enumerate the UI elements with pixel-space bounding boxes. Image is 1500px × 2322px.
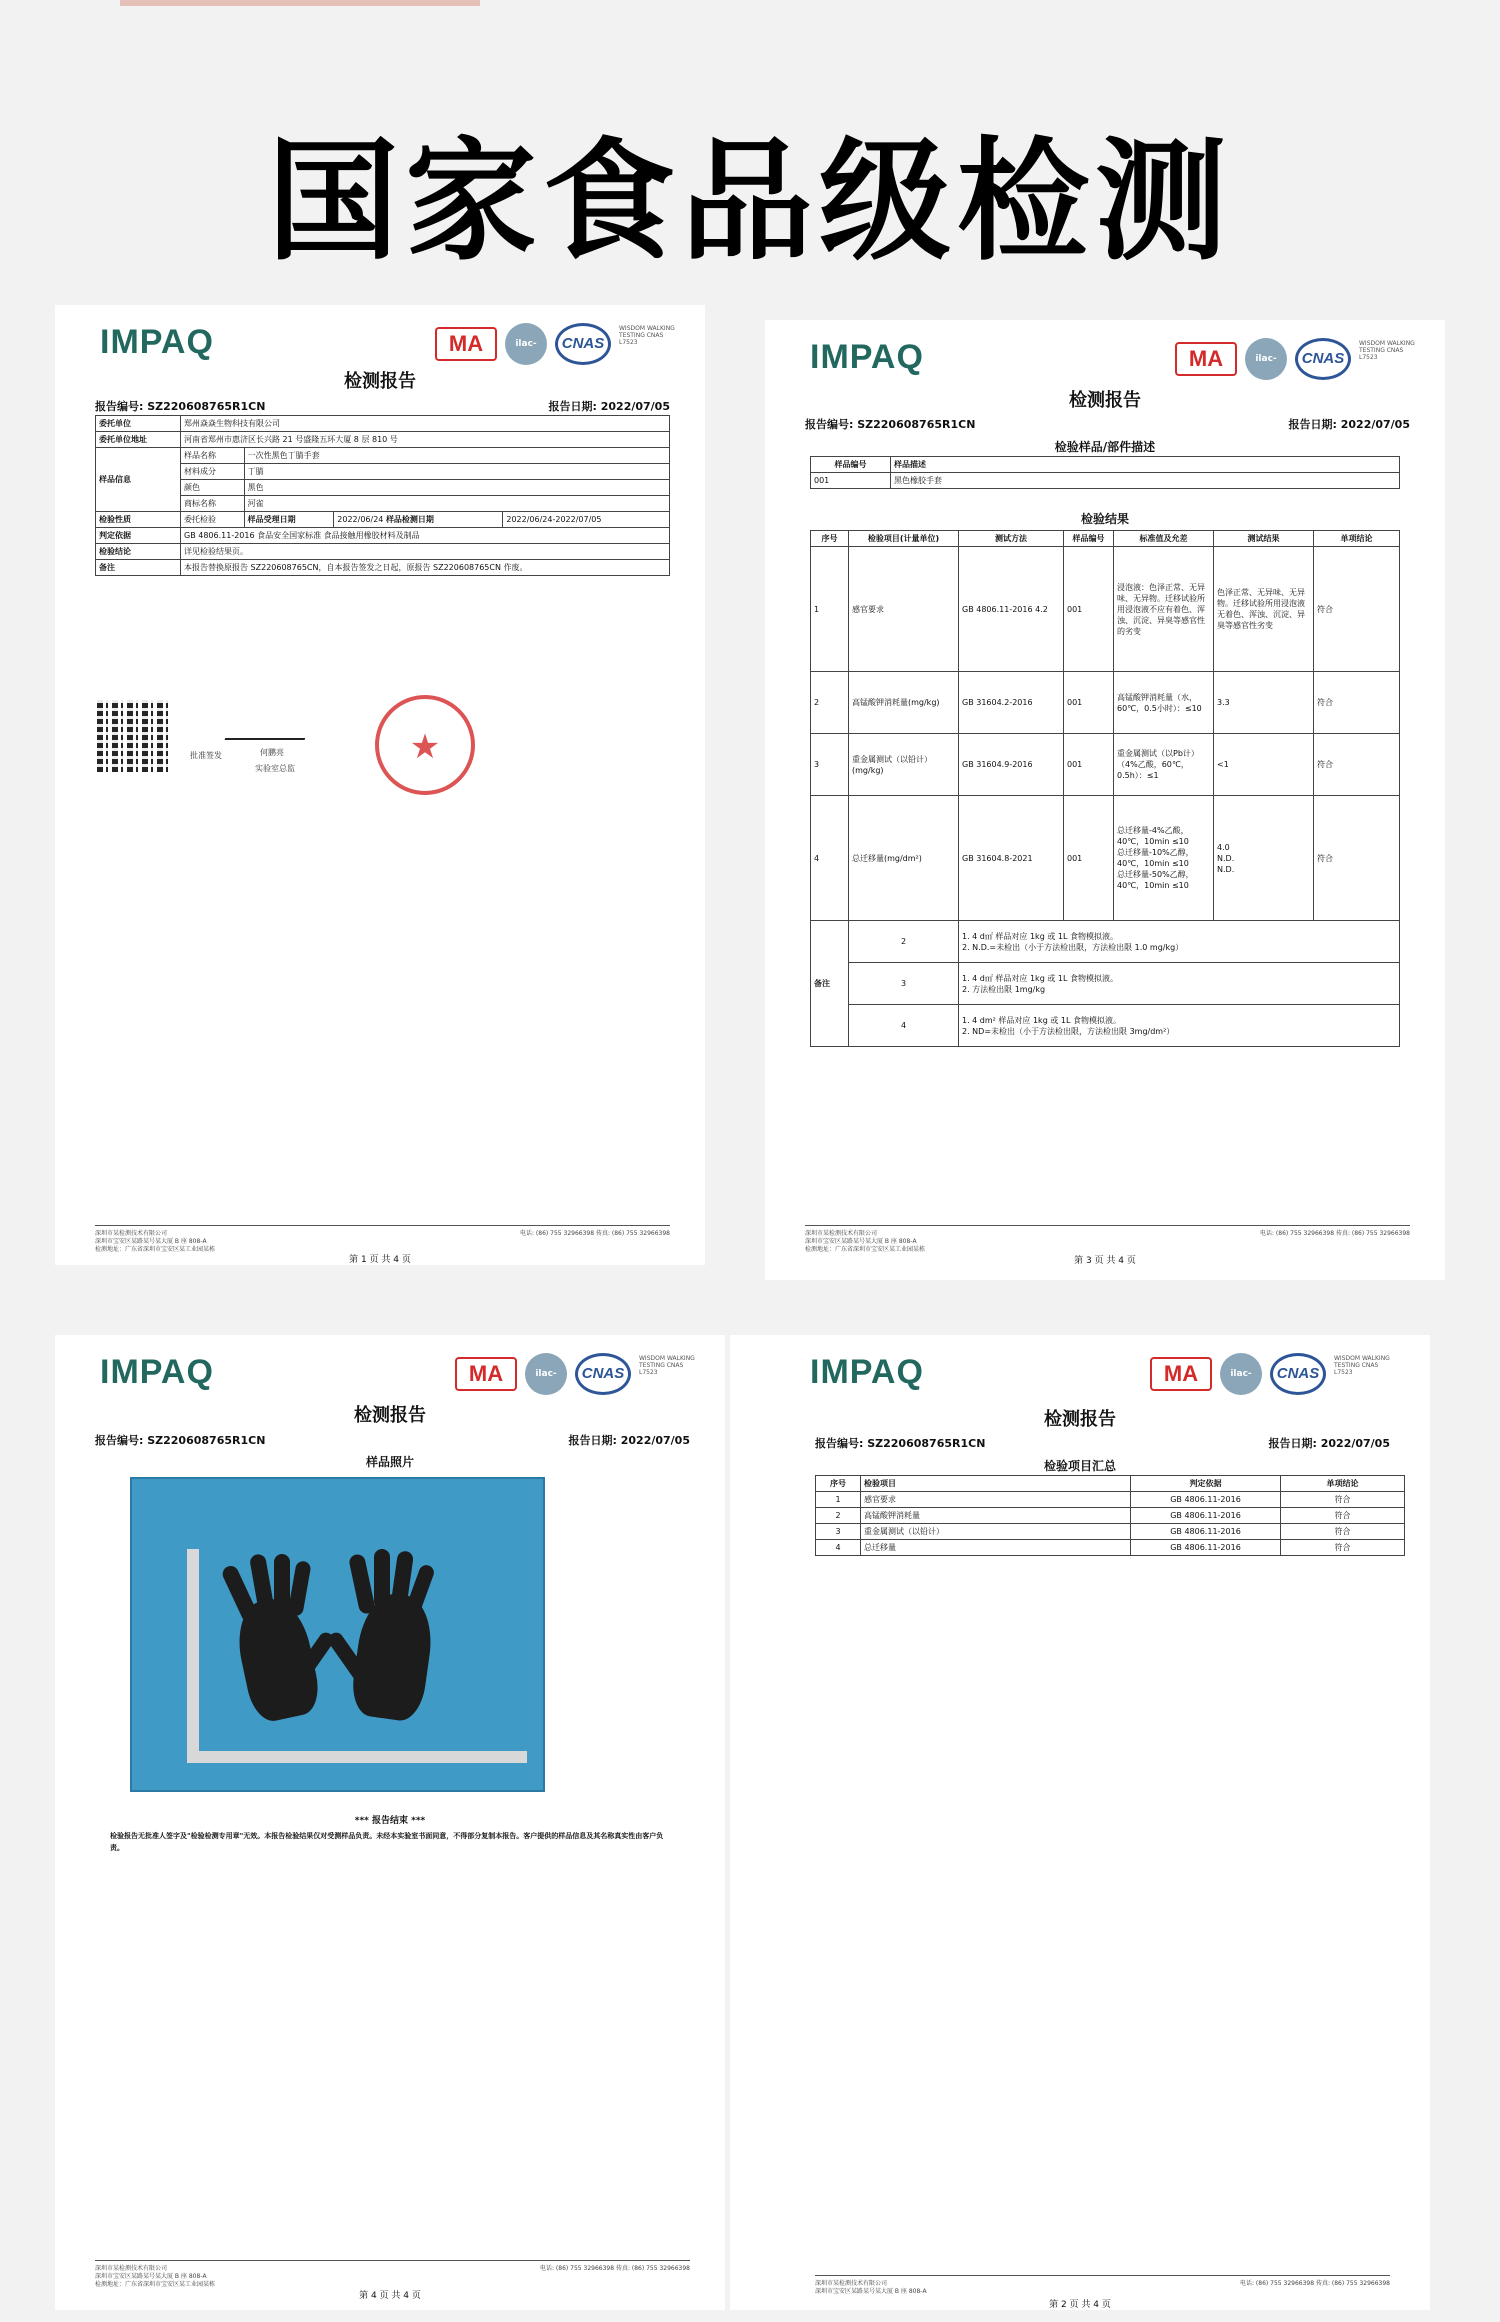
impaq-logo: IMPAQ xyxy=(100,1353,214,1391)
cnas-logo: CNAS xyxy=(555,323,611,365)
table-row: 备注 本报告替换原报告 SZ220608765CN，自本报告签发之日起，原报告 SZ220608765CN 作废。 xyxy=(96,560,670,576)
ilac-logo: ilac-MRA xyxy=(525,1353,567,1395)
report-meta xyxy=(95,398,670,414)
report-meta xyxy=(815,1435,1390,1451)
table-row: 材料成分 丁腈 xyxy=(96,464,670,480)
table-row: 1 感官要求 GB 4806.11-2016 符合 xyxy=(816,1492,1405,1508)
cma-logo: MA xyxy=(435,327,497,361)
page-number: 第 1 页 共 4 页 xyxy=(349,1255,411,1265)
ilac-logo: ilac-MRA xyxy=(505,323,547,365)
report-title: 检测报告 xyxy=(354,1405,426,1426)
table-row: 颜色 黑色 xyxy=(96,480,670,496)
page-number: 第 3 页 共 4 页 xyxy=(1074,1256,1136,1266)
page-headline: 国家食品级检测 xyxy=(267,125,1233,279)
table-row: 备注 2 1. 4 d㎡ 样品对应 1kg 或 1L 食物模拟液。 2. N.D.=未检出（小于方法检出限，方法检出限 1.0 mg/kg） xyxy=(811,921,1400,963)
report-page-2 xyxy=(730,1335,1430,2310)
ruler-vertical xyxy=(187,1549,199,1759)
report-number: 报告编号: SZ220608765R1CN xyxy=(95,400,266,413)
table-row: 3 重金属测试（以铅计）(mg/kg) GB 31604.9-2016 001 重金属测试（以Pb计）（4%乙酸，60℃，0.5h）：≤1 <1 符合 xyxy=(811,734,1400,796)
cert-logos xyxy=(435,323,675,391)
sample-table: 样品编号 样品描述 001 黑色橡胶手套 xyxy=(810,456,1400,489)
cnas-logo: CNAS xyxy=(1270,1353,1326,1395)
table-row: 3 1. 4 d㎡ 样品对应 1kg 或 1L 食物模拟液。 2. 方法检出限 1mg/kg xyxy=(811,963,1400,1005)
table-row: 检验结论 详见检验结果页。 xyxy=(96,544,670,560)
cma-logo: MA xyxy=(1150,1357,1212,1391)
top-accent-bar xyxy=(120,0,480,6)
ilac-logo: ilac-MRA xyxy=(1220,1353,1262,1395)
table-row: 4 总迁移量 GB 4806.11-2016 符合 xyxy=(816,1540,1405,1556)
approver-label: 批准签发 xyxy=(190,751,222,760)
cert-note: WISDOM WALKING TESTING CNAS L7523 xyxy=(639,1355,695,1376)
official-seal-stamp: ★ xyxy=(375,695,475,795)
cert-logos xyxy=(1150,1353,1390,1421)
impaq-logo: IMPAQ xyxy=(810,1353,924,1391)
table-row: 样品信息 样品名称 一次性黑色丁腈手套 xyxy=(96,448,670,464)
report-date: 报告日期: 2022/07/05 xyxy=(1268,1437,1390,1450)
table-row: 判定依据 GB 4806.11-2016 食品安全国家标准 食品接触用橡胶材料及制品 xyxy=(96,528,670,544)
photo-title: 样品照片 xyxy=(365,1455,414,1469)
table-row: 商标名称 河雀 xyxy=(96,496,670,512)
table-row: 4 1. 4 dm² 样品对应 1kg 或 1L 食物模拟液。 2. ND=未检出（小于方法检出限，方法检出限 3mg/dm²） xyxy=(811,1005,1400,1047)
cert-note: WISDOM WALKING TESTING CNAS L7523 xyxy=(619,325,675,346)
report-meta xyxy=(805,416,1410,432)
report-date: 报告日期: 2022/07/05 xyxy=(548,400,670,413)
table-row: 委托单位地址 河南省郑州市惠济区长兴路 21 号盛隆五环大厦 8 层 810 号 xyxy=(96,432,670,448)
report-number: 报告编号: SZ220608765R1CN xyxy=(815,1437,986,1450)
approver-title: 实验室总监 xyxy=(255,764,295,773)
report-title: 检测报告 xyxy=(1044,1409,1116,1430)
page-footer: 深圳市某检测技术有限公司 深圳市宝安区某路某号某大厦 B 座 808-A 检测地址：广东省深圳市宝安区某工业园某栋 电话: (86) 755 32966398 传真: (86) 755 32966398 xyxy=(805,1225,1410,1254)
table-row: 委托单位 郑州焱焱生物科技有限公司 xyxy=(96,416,670,432)
page-number: 第 4 页 共 4 页 xyxy=(359,2291,421,2301)
page-footer: 深圳市某检测技术有限公司 深圳市宝安区某路某号某大厦 B 座 808-A 检测地址：广东省深圳市宝安区某工业园某栋 电话: (86) 755 32966398 传真: (86) 755 32966398 xyxy=(95,2260,690,2289)
impaq-logo: IMPAQ xyxy=(810,338,924,376)
table-row: 检验性质 委托检验 样品受理日期 2022/06/24 样品检测日期 2022/06/24-2022/07/05 xyxy=(96,512,670,528)
cert-note: WISDOM WALKING TESTING CNAS L7523 xyxy=(1334,1355,1390,1376)
report-number: 报告编号: SZ220608765R1CN xyxy=(95,1434,266,1447)
sample-photo xyxy=(130,1477,545,1792)
table-row: 3 重金属测试（以铅计） GB 4806.11-2016 符合 xyxy=(816,1524,1405,1540)
table-row: 2 高锰酸钾消耗量 GB 4806.11-2016 符合 xyxy=(816,1508,1405,1524)
sample-section-title: 检验样品/部件描述 xyxy=(1054,440,1156,454)
cert-logos xyxy=(1175,338,1415,406)
cert-logos xyxy=(455,1353,695,1421)
summary-table: 序号 检验项目 判定依据 单项结论 1 感官要求 GB 4806.11-2016 符合 2 高锰酸钾消耗量 GB 4806.11-2016 符合 3 重金属测试（以铅计） GB 4806.11-2016 符合 4 总迁移量 GB 4806.11-2016 符合 xyxy=(815,1475,1405,1556)
disclaimer: 检验报告无批准人签字及"检验检测专用章"无效。本报告检验结果仅对受测样品负责。未经本实验室书面同意，不得部分复制本报告。客户提供的样品信息及其名称真实性由客户负责。 xyxy=(110,1832,664,1852)
impaq-logo: IMPAQ xyxy=(100,323,214,361)
ruler-horizontal xyxy=(187,1751,527,1763)
client-info-table xyxy=(95,415,670,576)
result-section-title: 检验结果 xyxy=(1080,512,1129,526)
table-row: 2 高锰酸钾消耗量(mg/kg) GB 31604.2-2016 001 高锰酸钾消耗量（水，60℃，0.5小时）：≤10 3.3 符合 xyxy=(811,672,1400,734)
report-number: 报告编号: SZ220608765R1CN xyxy=(805,418,976,431)
page-footer: 深圳市某检测技术有限公司 深圳市宝安区某路某号某大厦 B 座 808-A 检测地址：广东省深圳市宝安区某工业园某栋 电话: (86) 755 32966398 传真: (86) 755 32966398 xyxy=(95,1225,670,1254)
report-page-3 xyxy=(765,320,1445,1280)
report-end: *** 报告结束 *** xyxy=(354,1816,426,1826)
page-number: 第 2 页 共 4 页 xyxy=(1049,2300,1111,2310)
report-title: 检测报告 xyxy=(344,371,416,392)
report-date: 报告日期: 2022/07/05 xyxy=(568,1434,690,1447)
cnas-logo: CNAS xyxy=(575,1353,631,1395)
page-footer: 深圳市某检测技术有限公司 深圳市宝安区某路某号某大厦 B 座 808-A 电话: (86) 755 32966398 传真: (86) 755 32966398 xyxy=(815,2275,1390,2296)
handwritten-signature xyxy=(225,710,316,740)
table-row: 001 黑色橡胶手套 xyxy=(811,473,1400,489)
report-title: 检测报告 xyxy=(1069,390,1141,411)
report-meta xyxy=(95,1432,690,1448)
table-row: 4 总迁移量(mg/dm²) GB 31604.8-2021 001 总迁移量-4%乙酸，40℃，10min ≤10 总迁移量-10%乙醇，40℃，10min ≤10 总迁移量-50%乙醇，40℃，10min ≤10 4.0 N.D. N.D. 符合 xyxy=(811,796,1400,921)
result-table: 序号 检验项目(计量单位) 测试方法 样品编号 标准值及允差 测试结果 单项结论 1 感官要求 GB 4806.11-2016 4.2 001 浸泡液：色泽正常、无异味、无异物。迁移试验所用浸泡液不应有着色、浑浊、沉淀、异臭等感官性的劣变 色泽正常、无异味、无异物。迁移试验所用浸泡液无着色、浑浊、沉淀、异臭等感官性劣变 符合 2 高锰酸钾消耗量(mg/kg) GB 31604.2-2016 001 高锰酸钾消耗量（水，60℃，0.5小时）：≤10 3.3 符合 3 重金属测试（以铅计）(mg/kg) GB 31604.9-2016 001 重金属测试（以Pb计）（4%乙酸，60℃，0.5h）：≤1 <1 符合 4 总迁移量(mg/dm²) GB 31604.8-2021 001 总迁移量-4%乙酸，40℃，10min ≤10 总迁移量-10%乙醇，40℃，10min ≤10 总迁移量-50%乙醇，40℃，10min ≤10 4.0 N.D. N.D. 符合 备注 2 1. 4 d㎡ 样品对应 1kg 或 1L 食物模拟液。 2. N.D.=未检出（小于方法检出限，方法检出限 1.0 mg/kg） 3 1. 4 d㎡ 样品对应 1kg 或 1L 食物模拟液。 2. 方法检出限 1mg/kg 4 1. 4 dm² 样品对应 1kg 或 1L 食物模拟液。 2. ND=未检出（小于方法检出限，方法检出限 3mg/dm²） xyxy=(810,530,1400,1047)
cert-note: WISDOM WALKING TESTING CNAS L7523 xyxy=(1359,340,1415,361)
report-page-4 xyxy=(55,1335,725,2310)
summary-section-title: 检验项目汇总 xyxy=(1043,1459,1116,1473)
cnas-logo: CNAS xyxy=(1295,338,1351,380)
report-page-1 xyxy=(55,305,705,1265)
cma-logo: MA xyxy=(1175,342,1237,376)
cma-logo: MA xyxy=(455,1357,517,1391)
table-row: 1 感官要求 GB 4806.11-2016 4.2 001 浸泡液：色泽正常、无异味、无异物。迁移试验所用浸泡液不应有着色、浑浊、沉淀、异臭等感官性的劣变 色泽正常、无异味、无异物。迁移试验所用浸泡液无着色、浑浊、沉淀、异臭等感官性劣变 符合 xyxy=(811,547,1400,672)
ilac-logo: ilac-MRA xyxy=(1245,338,1287,380)
report-date: 报告日期: 2022/07/05 xyxy=(1288,418,1410,431)
approver-name: 何鹏亮 xyxy=(260,748,284,757)
